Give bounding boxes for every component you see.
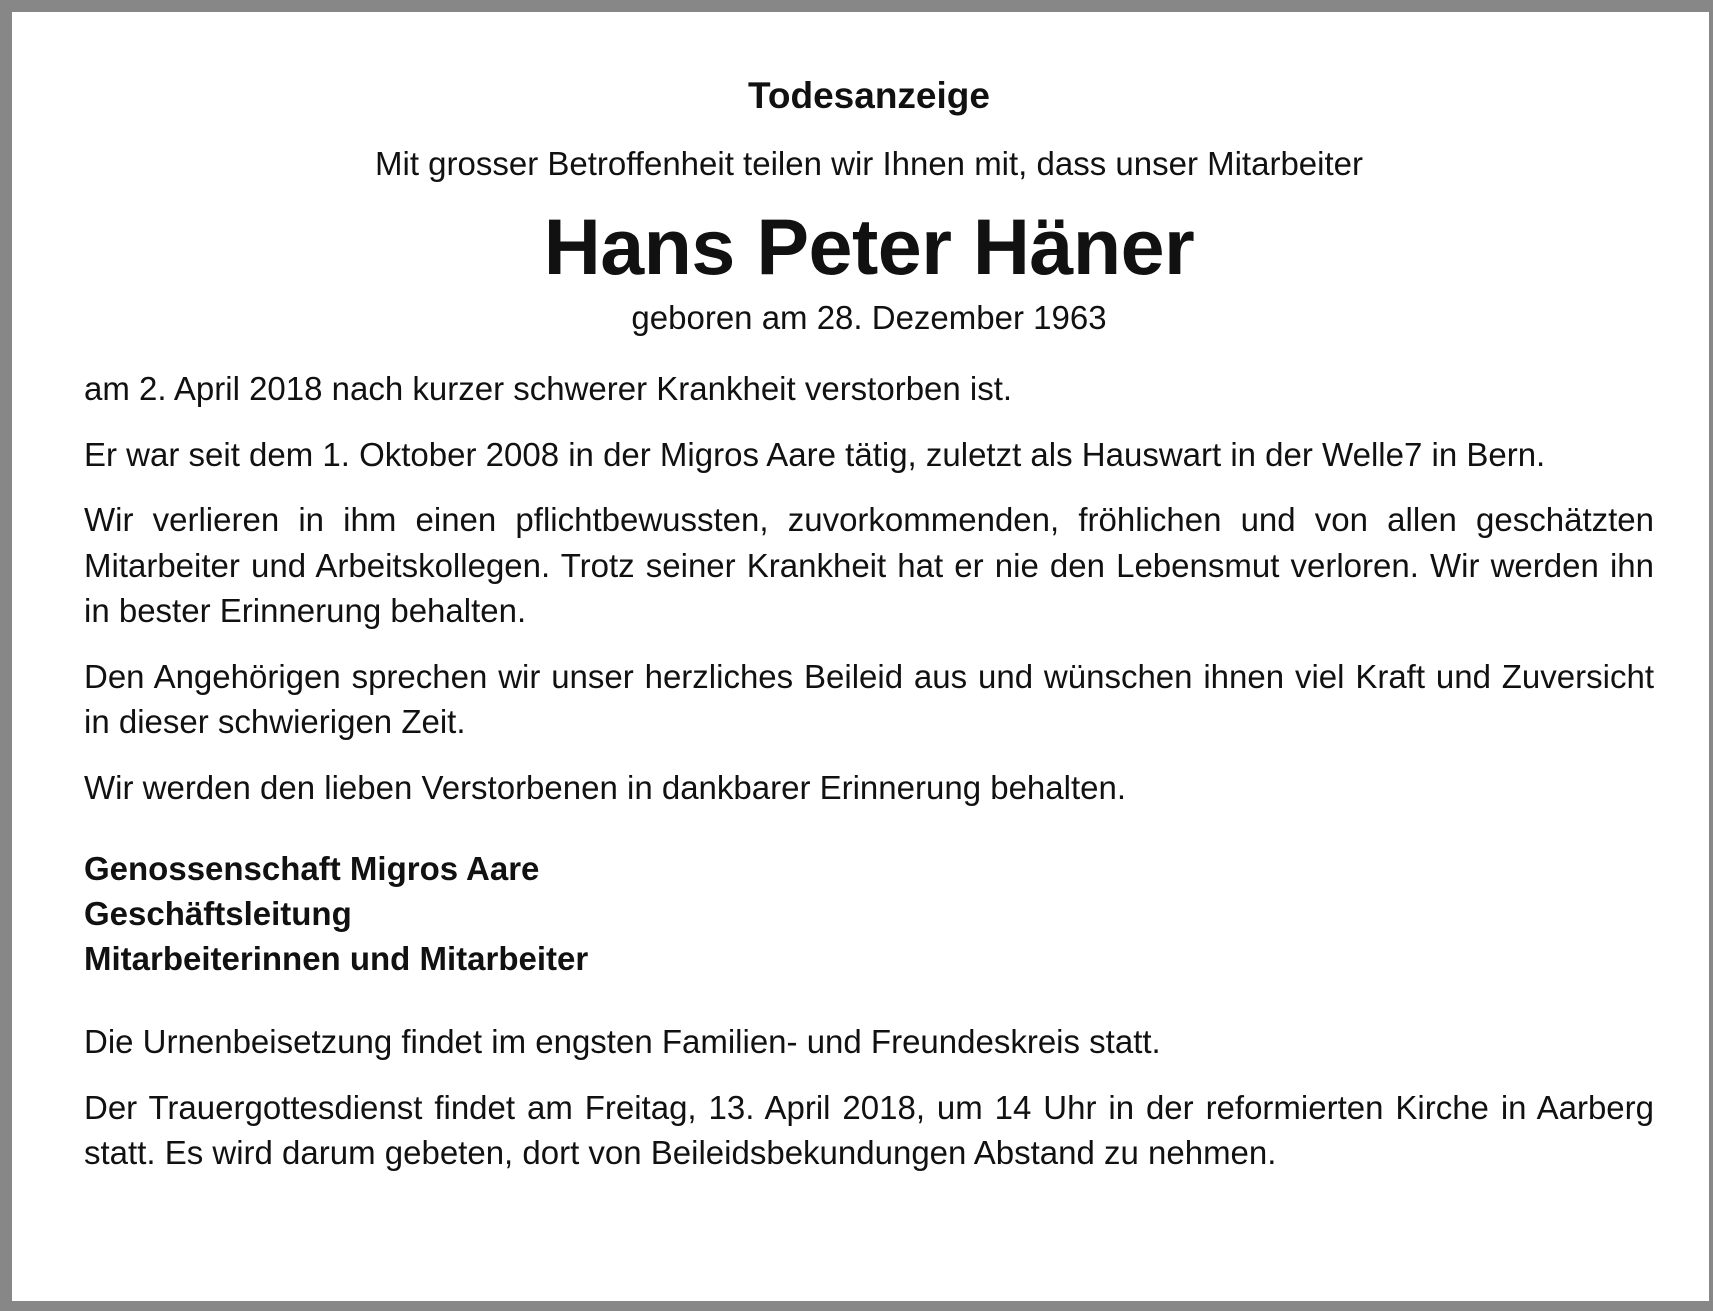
condolence-paragraph: Den Angehörigen sprechen wir unser herzliches Beileid aus und wünschen ihnen viel Kraft und Zuversicht in dieser schwierigen Zeit.	[84, 657, 1654, 740]
death-statement: am 2. April 2018 nach kurzer schwerer Krankheit verstorben ist.	[84, 370, 1013, 407]
signer-cooperative: Genossenschaft Migros Aare	[84, 850, 540, 887]
birth-date: geboren am 28. Dezember 1963	[631, 299, 1107, 336]
deceased-name: Hans Peter Häner	[543, 202, 1195, 291]
signer-management: Geschäftsleitung	[84, 895, 352, 932]
employment-paragraph: Er war seit dem 1. Oktober 2008 in der Migros Aare tätig, zuletzt als Hauswart in der Welle7 in Bern.	[84, 435, 1546, 473]
notice-heading: Todesanzeige	[748, 75, 990, 116]
remembrance-paragraph: Wir werden den lieben Verstorbenen in dankbarer Erinnerung behalten.	[84, 768, 1126, 806]
notice-content	[84, 74, 1654, 1196]
tribute-paragraph: Wir verlieren in ihm einen pflichtbewussten, zuvorkommenden, fröhlichen und von allen geschätzten Mitarbeiter und Arbeitskollegen. Trotz seiner Krankheit hat er nie den Lebensmut verloren. Wir werden ihn in bester Erinnerung behalten.	[84, 501, 1654, 629]
signers-block	[84, 846, 1654, 981]
signer-staff: Mitarbeiterinnen und Mitarbeiter	[84, 940, 589, 977]
funeral-service-paragraph: Der Trauergottesdienst findet am Freitag, 13. April 2018, um 14 Uhr in der reformierten Kirche in Aarberg statt. Es wird darum gebeten, dort von Beileidsbekundungen Abstand zu nehmen.	[84, 1088, 1654, 1171]
urn-burial-paragraph: Die Urnenbeisetzung findet im engsten Familien- und Freundeskreis statt.	[84, 1023, 1161, 1060]
intro-text: Mit grosser Betroffenheit teilen wir Ihnen mit, dass unser Mitarbeiter	[375, 145, 1363, 182]
